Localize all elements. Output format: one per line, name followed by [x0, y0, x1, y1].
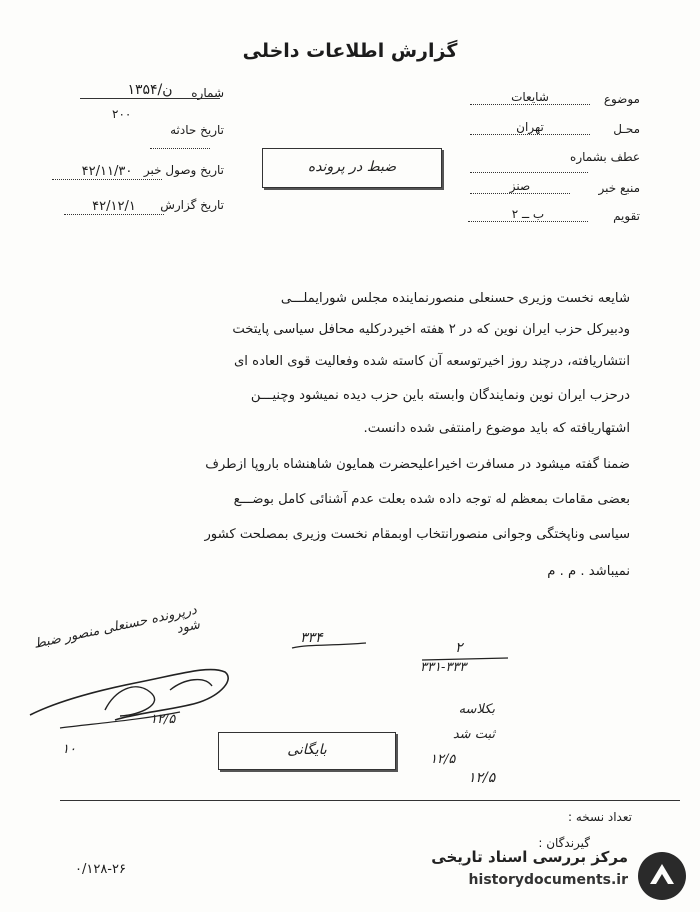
receipt-date-label: تاریخ وصول خبر — [143, 163, 224, 177]
number-label: شماره — [191, 86, 224, 100]
archive-logo-icon — [636, 850, 688, 902]
ref-label: عطف بشماره — [570, 150, 640, 164]
body-line-7: بعضی مقامات بمعظم له توجه داده شده بعلت عدم آشنائی کامل بوضـــع — [233, 492, 630, 507]
report-date-value: ۴۲/۱۲/۱ — [64, 199, 164, 215]
rating-value: ب ــ ۲ — [468, 207, 588, 222]
archive-stamp-text: بایگانی — [287, 742, 327, 758]
right-ref-line — [420, 655, 510, 663]
right-two: ۲ — [455, 640, 463, 656]
right-note-1: بکلاسه — [458, 702, 495, 717]
source-value: صنز — [470, 179, 570, 194]
place-value: تهران — [470, 120, 590, 135]
subject-label: موضوع — [603, 92, 640, 106]
source-label: منبع خبر — [598, 181, 640, 195]
bottom-number: ۱۲/۵ — [468, 770, 496, 786]
body-line-8: سیاسی وناپختگی وجوانی منصورانتخاب اوبمقام نخست وزیری بمصلحت کشور — [204, 527, 630, 542]
body-line-9: نمیباشد . م . م — [547, 564, 630, 579]
left-signature-text: درپرونده حسنعلی منصور ضبط شود — [32, 602, 202, 652]
receipt-date-value: ۴۲/۱۱/۳۰ — [52, 164, 162, 180]
subject-value: شایعات — [470, 90, 590, 105]
right-note-3: ۱۲/۵ — [430, 752, 456, 767]
watermark — [418, 848, 628, 888]
body-line-3: انتشاریافته، درچند روز اخیرتوسعه آن کاسته شده وفعالیت قوی العاده ای — [233, 354, 630, 369]
archive-stamp-box — [218, 732, 396, 770]
left-ten: ۱۰ — [62, 742, 76, 757]
right-note-2: ثبت شد — [452, 727, 495, 742]
body-line-6: ضمنا گفته میشود در مسافرت اخیراعلیحضرت همایون شاهنشاه باروپا ازطرف — [205, 457, 630, 472]
place-label: محـل — [613, 122, 640, 136]
body-line-4: درحزب ایران نوین ونمایندگان وابسته باین حزب دیده نمیشود وچنیـــن — [250, 388, 630, 403]
filing-stamp-text: ضبط در پرونده — [307, 159, 397, 175]
report-date-label: تاریخ گزارش — [160, 198, 224, 212]
copies-label: تعداد نسخه : — [567, 810, 632, 824]
footer-rule — [60, 800, 680, 801]
rating-label: تقویم — [613, 209, 640, 223]
center-mark: ۳۳۴ — [300, 630, 323, 646]
report-title: گزارش اطلاعات داخلی — [242, 40, 458, 62]
event-date-label: تاریخ حادثه — [170, 123, 224, 137]
left-number: ۱۲/۵ — [150, 712, 176, 727]
number-value: ۱۳۵۴/ن — [80, 82, 220, 99]
document-code: ۰/۱۲۸-۲۶ — [75, 862, 126, 877]
number-sub: ۲۰۰ — [112, 107, 132, 121]
center-mark-stroke — [290, 640, 370, 652]
ref-dots — [470, 162, 588, 173]
body-line-2: ودبیرکل حزب ایران نوین که در ۲ هفته اخیردرکلیه محافل سیاسی پایتخت — [232, 322, 630, 337]
event-date-dots — [150, 138, 210, 149]
watermark-url: historydocuments.ir — [468, 872, 628, 888]
right-ref: ۳۳۱-۳۳۳ — [420, 660, 467, 675]
body-line-1: شایعه نخست وزیری حسنعلی منصورنماینده مجلس شورایملـــی — [280, 291, 630, 306]
filing-stamp-box — [262, 148, 442, 188]
recipients-label: گیرندگان : — [538, 836, 590, 850]
body-line-5: اشتهاریافته که باید موضوع رامنتفی شده دانست. — [363, 421, 630, 436]
watermark-org: مرکز بررسی اسناد تاریخی — [431, 848, 628, 866]
